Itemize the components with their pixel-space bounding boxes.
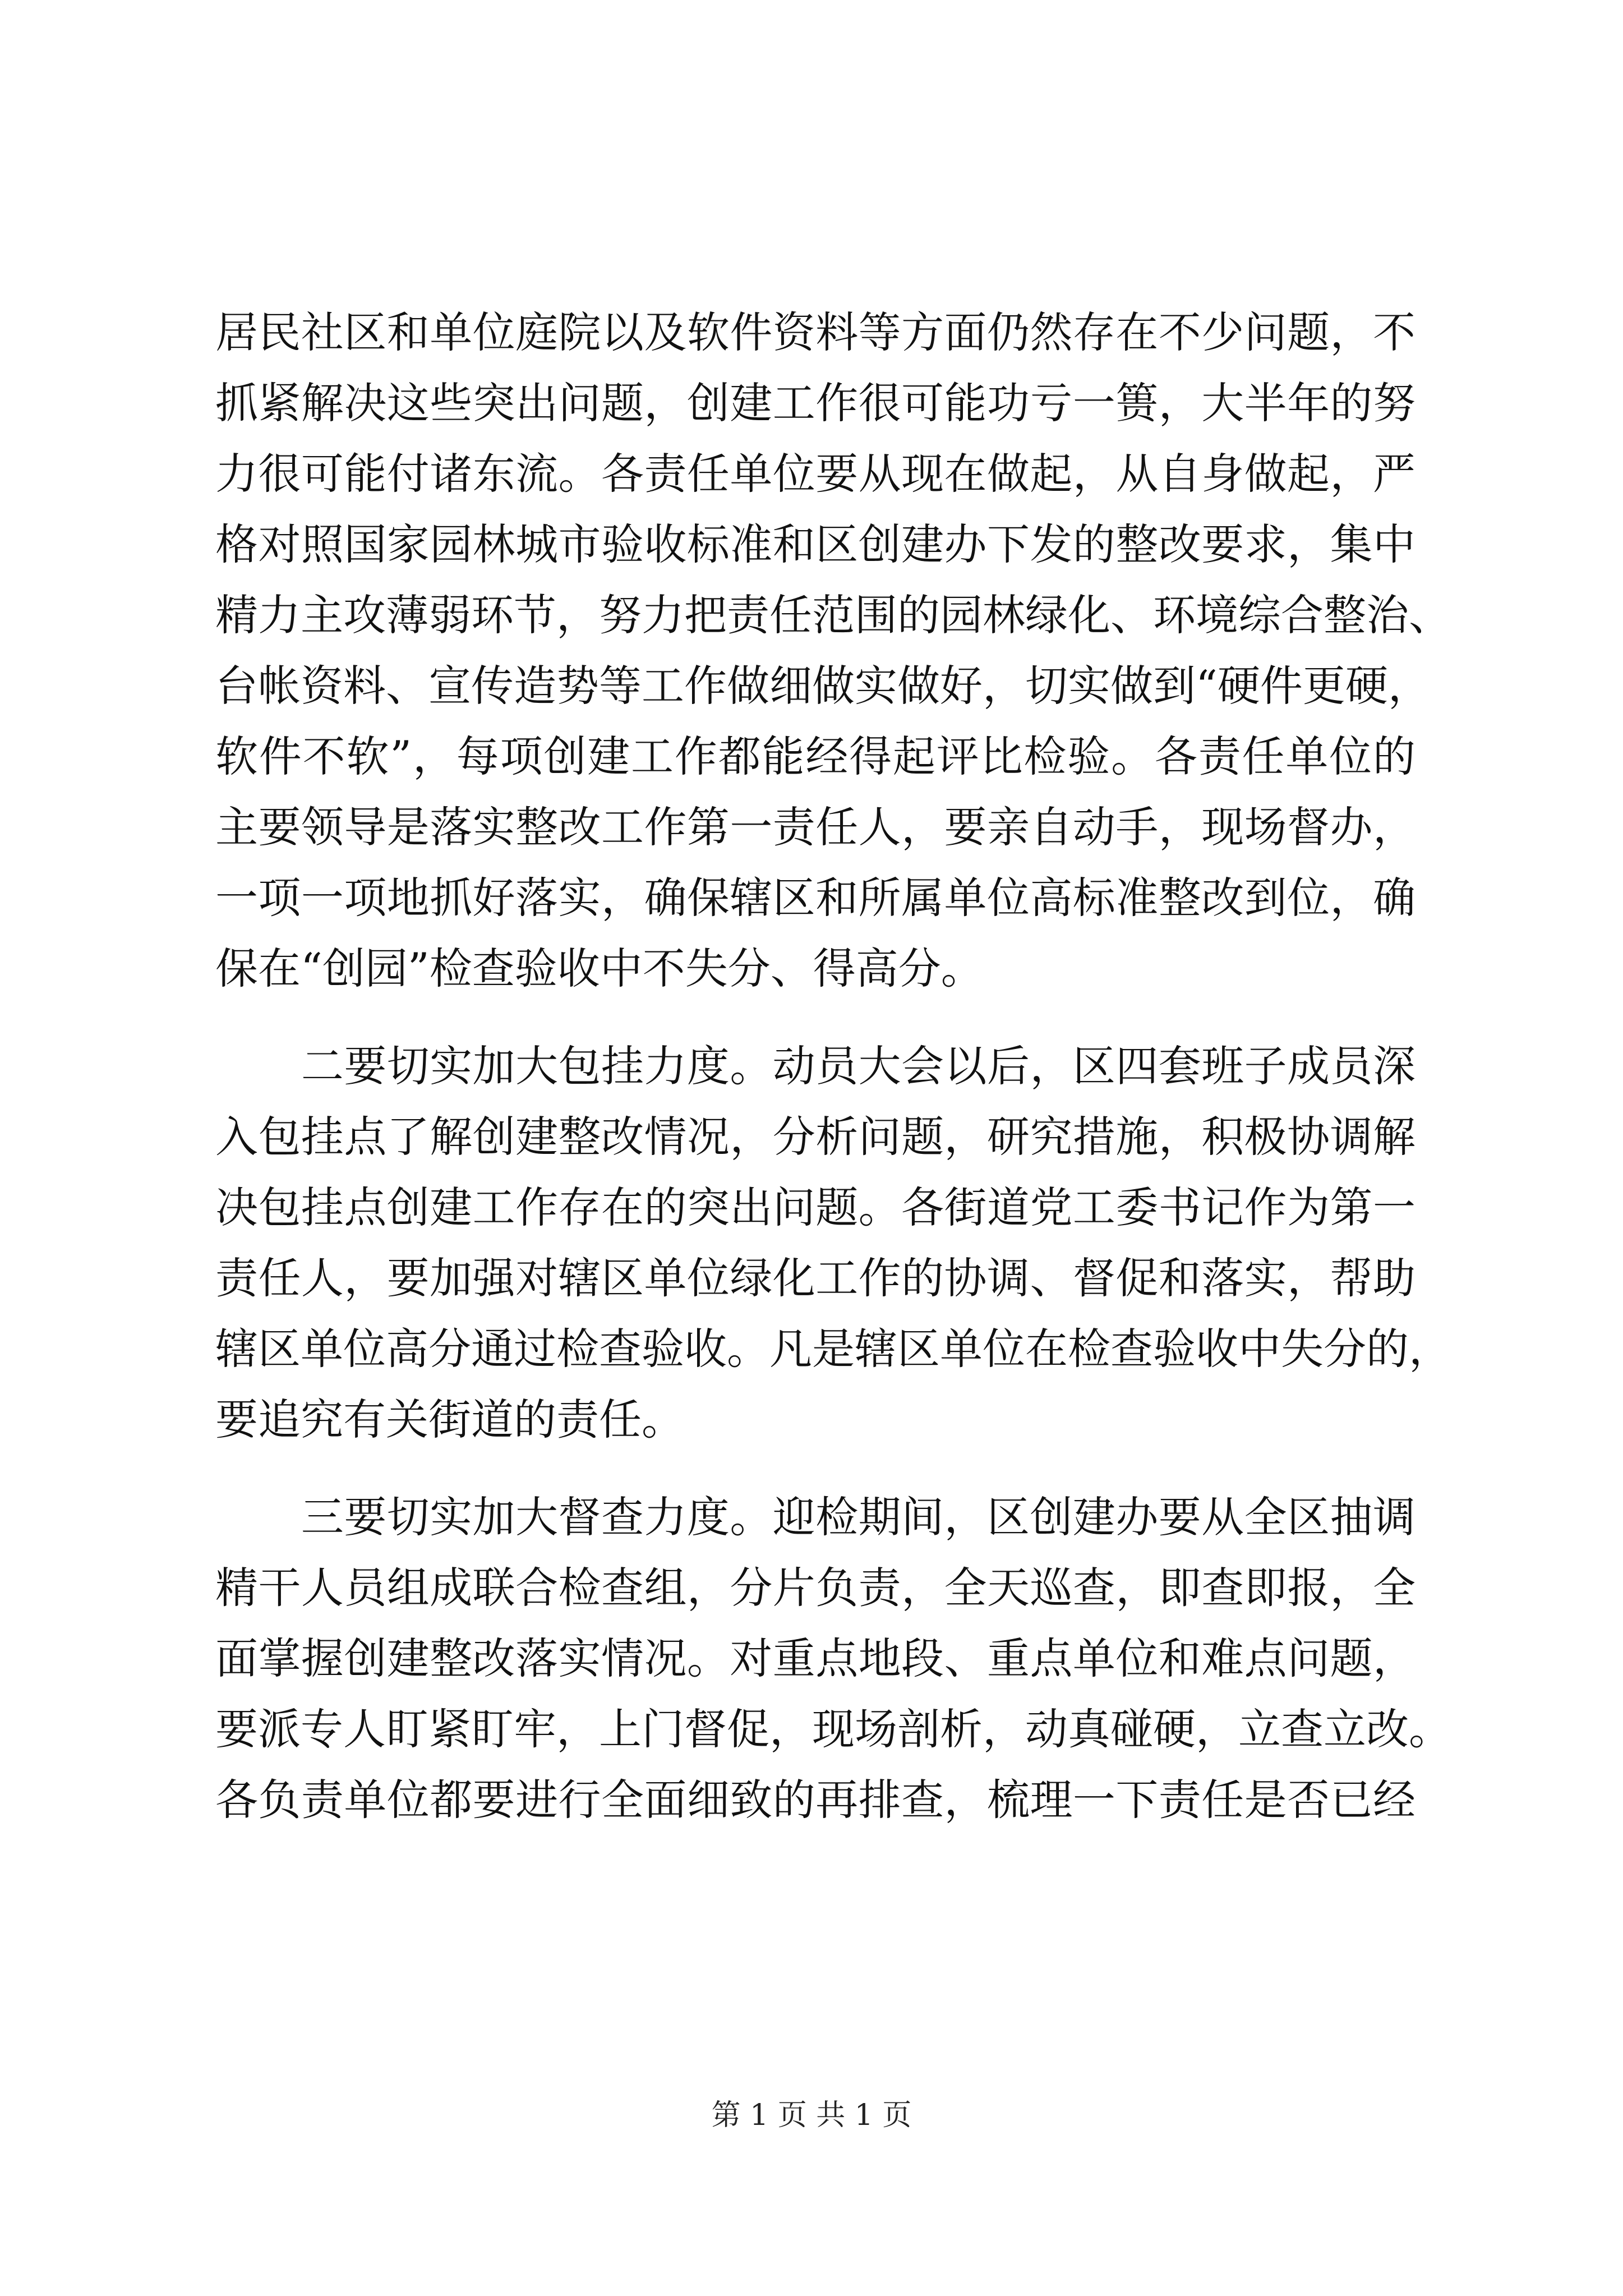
text-line: 软件不软”，每项创建工作都能经得起评比检验。各责任单位的: [215, 731, 1415, 781]
paragraph-spacing: [215, 1004, 1415, 1031]
text-line: 主要领导是落实整改工作第一责任人，要亲自动手，现场督办，: [215, 802, 1415, 852]
document-body: [215, 297, 1451, 1835]
text-line: 保在“创园”检查验收中不失分、得高分。: [215, 944, 984, 993]
paragraph-spacing: [215, 1455, 1415, 1482]
text-line: 居民社区和单位庭院以及软件资料等方面仍然存在不少问题，不: [215, 307, 1415, 357]
text-line: 入包挂点了解创建整改情况，分析问题，研究措施，积极协调解: [215, 1112, 1415, 1162]
text-line: 抓紧解决这些突出问题，创建工作很可能功亏一篑，大半年的努: [215, 378, 1415, 428]
text-line: 面掌握创建整改落实情况。对重点地段、重点单位和难点问题，: [215, 1634, 1415, 1683]
text-line: 台帐资料、宣传造势等工作做细做实做好，切实做到“硬件更硬，: [215, 661, 1431, 711]
text-line: 三要切实加大督查力度。迎检期间，区创建办要从全区抽调: [215, 1492, 1415, 1542]
text-line: 责任人，要加强对辖区单位绿化工作的协调、督促和落实，帮助: [215, 1253, 1415, 1303]
text-line: 二要切实加大包挂力度。动员大会以后，区四套班子成员深: [215, 1041, 1415, 1091]
paragraph-1: [215, 297, 1451, 1004]
text-line: 一项一项地抓好落实，确保辖区和所属单位高标准整改到位，确: [215, 873, 1415, 923]
page-number-footer: 第 1 页 共 1 页: [711, 2099, 912, 2132]
text-line: 辖区单位高分通过检查验收。凡是辖区单位在检查验收中失分的，: [215, 1324, 1451, 1374]
paragraph-3: [215, 1482, 1451, 1835]
text-line: 决包挂点创建工作存在的突出问题。各街道党工委书记作为第一: [215, 1182, 1415, 1232]
text-line: 要追究有关街道的责任。: [215, 1395, 684, 1444]
text-line: 格对照国家园林城市验收标准和区创建办下发的整改要求，集中: [215, 519, 1415, 569]
text-line: 精力主攻薄弱环节，努力把责任范围的园林绿化、环境综合整治、: [215, 590, 1451, 640]
text-line: 要派专人盯紧盯牢，上门督促，现场剖析，动真碰硬，立查立改。: [215, 1704, 1451, 1754]
text-line: 精干人员组成联合检查组，分片负责，全天巡查，即查即报，全: [215, 1563, 1415, 1613]
paragraph-2: [215, 1031, 1451, 1455]
text-line: 各负责单位都要进行全面细致的再排查，梳理一下责任是否已经: [215, 1775, 1415, 1825]
text-line: 力很可能付诸东流。各责任单位要从现在做起，从自身做起，严: [215, 449, 1415, 499]
